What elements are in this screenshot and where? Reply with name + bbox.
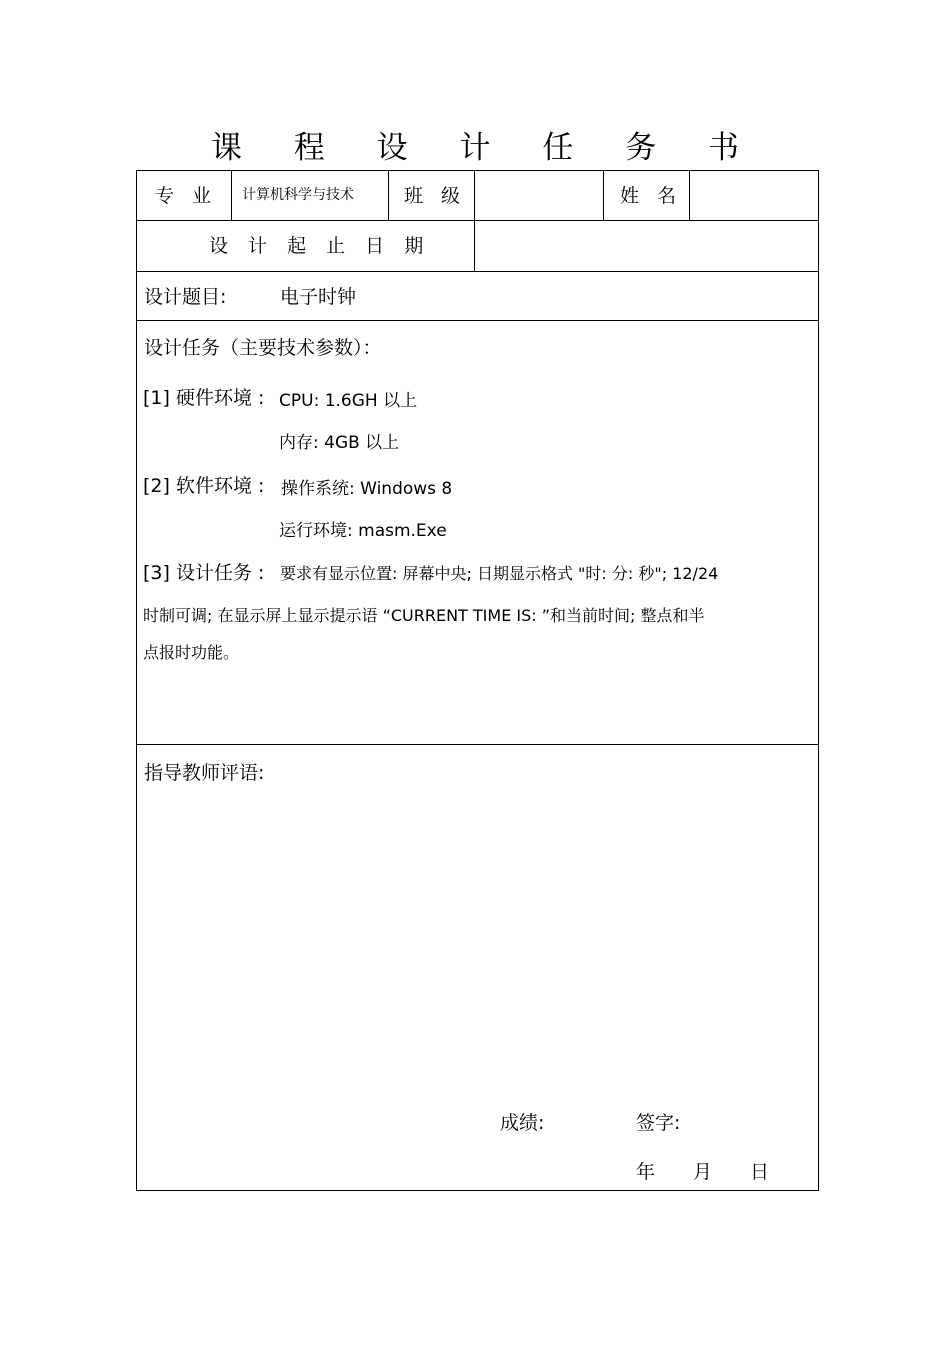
- major-value: 计算机科学与技术: [242, 187, 354, 203]
- hardware-cpu: CPU: 1.6GH 以上: [279, 391, 418, 411]
- row-divider: [137, 320, 818, 321]
- topic-label: 设计题目:: [144, 286, 227, 308]
- col-divider: [388, 171, 389, 220]
- task-form: [136, 170, 819, 1191]
- task-heading: 设计任务（主要技术参数）：: [144, 337, 382, 359]
- class-label: 班 级: [404, 185, 467, 207]
- row-divider: [137, 744, 818, 745]
- topic-value: 电子时钟: [280, 286, 357, 308]
- col-divider: [603, 171, 604, 220]
- hardware-label: [1] 硬件环境 :: [143, 387, 265, 409]
- col-divider: [689, 171, 690, 220]
- design-line-3: 点报时功能。: [143, 643, 240, 662]
- dates-label: 设 计 起 止 日 期: [209, 235, 431, 257]
- name-label: 姓 名: [620, 185, 683, 207]
- col-divider: [231, 171, 232, 220]
- row-divider: [137, 271, 818, 272]
- software-label: [2] 软件环境 :: [143, 475, 265, 497]
- design-line-2: 时制可调; 在显示屏上显示提示语 “CURRENT TIME IS: ”和当前时间; 整点和半: [143, 606, 705, 625]
- software-os: 操作系统: Windows 8: [281, 479, 453, 499]
- design-line-1: 要求有显示位置: 屏幕中央; 日期显示格式 "时: 分: 秒"; 12/24: [280, 564, 719, 583]
- row-divider: [137, 220, 818, 221]
- major-label: 专 业: [155, 185, 218, 207]
- col-divider: [474, 171, 475, 271]
- month-label: 月: [693, 1161, 713, 1183]
- day-label: 日: [750, 1161, 770, 1183]
- grade-label: 成绩:: [500, 1112, 545, 1134]
- year-label: 年: [636, 1161, 656, 1183]
- document-title: 课 程 设 计 任 务 书: [210, 130, 761, 166]
- software-runtime: 运行环境: masm.Exe: [279, 521, 447, 541]
- hardware-memory: 内存: 4GB 以上: [279, 433, 400, 453]
- design-label: [3] 设计任务 :: [143, 562, 265, 584]
- signature-label: 签字:: [636, 1112, 681, 1134]
- review-label: 指导教师评语:: [144, 762, 265, 784]
